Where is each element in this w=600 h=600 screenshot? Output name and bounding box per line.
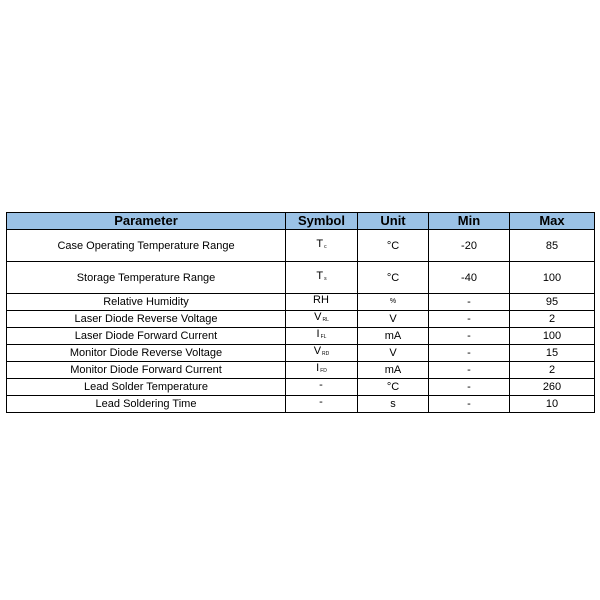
cell-max: 15 — [510, 345, 595, 362]
cell-parameter: Case Operating Temperature Range — [7, 230, 286, 262]
table-row — [7, 379, 595, 396]
cell-min: - — [429, 396, 510, 413]
table-row — [7, 328, 595, 345]
table-row — [7, 396, 595, 413]
cell-unit: V — [358, 311, 429, 328]
cell-parameter: Lead Soldering Time — [7, 396, 286, 413]
cell-min: -40 — [429, 262, 510, 294]
cell-max: 260 — [510, 379, 595, 396]
cell-unit: % — [358, 294, 429, 311]
cell-parameter: Monitor Diode Reverse Voltage — [7, 345, 286, 362]
table-row — [7, 294, 595, 311]
table-row — [7, 230, 595, 262]
cell-parameter: Laser Diode Reverse Voltage — [7, 311, 286, 328]
cell-unit: °C — [358, 262, 429, 294]
cell-max: 2 — [510, 311, 595, 328]
ratings-table — [6, 212, 595, 413]
table-row — [7, 311, 595, 328]
cell-symbol: - — [286, 396, 358, 413]
cell-unit: V — [358, 345, 429, 362]
cell-min: - — [429, 379, 510, 396]
cell-min: - — [429, 328, 510, 345]
cell-symbol: $T_c$ — [286, 230, 358, 262]
cell-parameter: Monitor Diode Forward Current — [7, 362, 286, 379]
cell-symbol: RH — [286, 294, 358, 311]
cell-max: 10 — [510, 396, 595, 413]
table-row — [7, 362, 595, 379]
header-symbol: Symbol — [286, 213, 358, 230]
cell-symbol: $I_{FD}$ — [286, 362, 358, 379]
cell-unit: s — [358, 396, 429, 413]
cell-symbol: $I_{FL}$ — [286, 328, 358, 345]
cell-unit: mA — [358, 362, 429, 379]
header-unit: Unit — [358, 213, 429, 230]
table-header-row — [7, 213, 595, 230]
cell-max: 100 — [510, 262, 595, 294]
cell-unit: °C — [358, 379, 429, 396]
cell-max: 95 — [510, 294, 595, 311]
table-row — [7, 345, 595, 362]
cell-symbol: $V_{RL}$ — [286, 311, 358, 328]
cell-parameter: Laser Diode Forward Current — [7, 328, 286, 345]
header-min: Min — [429, 213, 510, 230]
cell-parameter: Storage Temperature Range — [7, 262, 286, 294]
header-parameter: Parameter — [7, 213, 286, 230]
cell-min: - — [429, 345, 510, 362]
cell-symbol: $V_{RD}$ — [286, 345, 358, 362]
cell-symbol: $T_s$ — [286, 262, 358, 294]
cell-max: 85 — [510, 230, 595, 262]
cell-max: 100 — [510, 328, 595, 345]
header-max: Max — [510, 213, 595, 230]
cell-min: - — [429, 362, 510, 379]
cell-parameter: Relative Humidity — [7, 294, 286, 311]
cell-min: - — [429, 311, 510, 328]
cell-min: -20 — [429, 230, 510, 262]
cell-unit: mA — [358, 328, 429, 345]
cell-min: - — [429, 294, 510, 311]
cell-max: 2 — [510, 362, 595, 379]
table-row — [7, 262, 595, 294]
cell-parameter: Lead Solder Temperature — [7, 379, 286, 396]
cell-unit: °C — [358, 230, 429, 262]
cell-symbol: - — [286, 379, 358, 396]
